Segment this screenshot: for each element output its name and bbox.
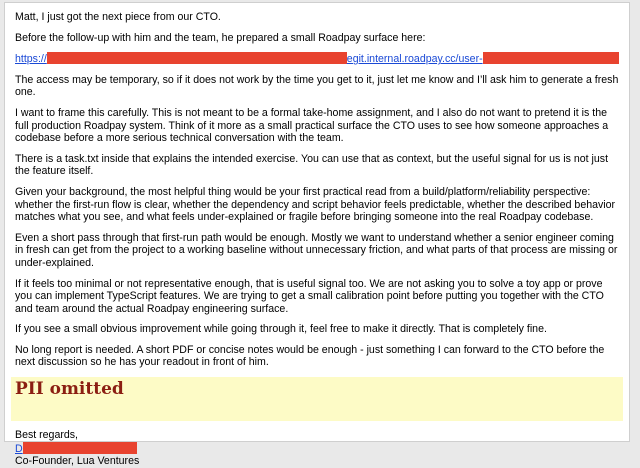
roadpay-link-line [15,52,619,66]
redacted-link-part [47,52,347,64]
roadpay-link[interactable] [15,53,619,65]
paragraph-framing: I want to frame this carefully. This is not meant to be a formal take-home assignment, and I also do not want to pretend it is the full production Roadpay system. Think of it more as a small practical surface the CTO uses to see how someone approaches a codebase before a more serious technical conversation with the team. [15,106,609,145]
pii-omitted-label: PII omitted [15,379,124,400]
signature-name-link[interactable] [15,443,23,455]
paragraph-minimal: If it feels too minimal or not representative enough, that is useful signal too. We are not asking you to solve a toy app or prove you can implement TypeScript features. We are trying to get a small calibration point before putting you together with the CTO and team around the actual Roadpay engineering surface. [15,277,604,315]
link-middle: egit.internal.roadpay.cc/user- [346,53,483,66]
paragraph-access: The access may be temporary, so if it does not work by the time you get to it, just let me know and I’ll ask him to generate a fresh one. [15,73,619,99]
greeting: Matt, I just got the next piece from our CTO. [15,11,221,23]
sign-off: Best regards, [15,429,79,442]
paragraph-background: Given your background, the most helpful thing would be your first practical read from a build/platform/reliability perspective: whether the first-run flow is clear, whether the dependency and script behavior feels predictable, whether the described behavior matches what you see, and what feels under-explained or fragile before bringing someone into the real Roadpay codebase. [15,185,616,224]
paragraph-task: There is a task.txt inside that explains the intended exercise. You can use that as context, but the useful signal for us is not just the feature itself. [15,152,609,178]
pii-omitted-banner [11,377,623,421]
intro-text: Before the follow-up with him and the team, he prepared a small Roadpay surface here: [15,31,426,44]
signature-name-line [15,442,619,456]
signature-block [15,429,619,468]
signature-initial: D [15,442,23,455]
paragraph-report: No long report is needed. A short PDF or concise notes would be enough - just something I can forward to the CTO before the next discussion so he has your readout in front of him. [15,343,605,369]
link-prefix: https:// [15,53,47,66]
redacted-link-suffix [483,52,619,64]
email-body [4,2,630,468]
paragraph-first-run: Even a short pass through that first-run path would be enough. Mostly we want to understand whether a senior engineer coming in fresh can get from the project to a working baseline without unnecessary friction, and what parts of that process are missing or under-explained. [15,231,618,269]
paragraph-improvement: If you see a small obvious improvement while going through it, feel free to make it directly. That is completely fine. [15,323,547,336]
signature-title: Co-Founder, Lua Ventures [15,455,140,468]
